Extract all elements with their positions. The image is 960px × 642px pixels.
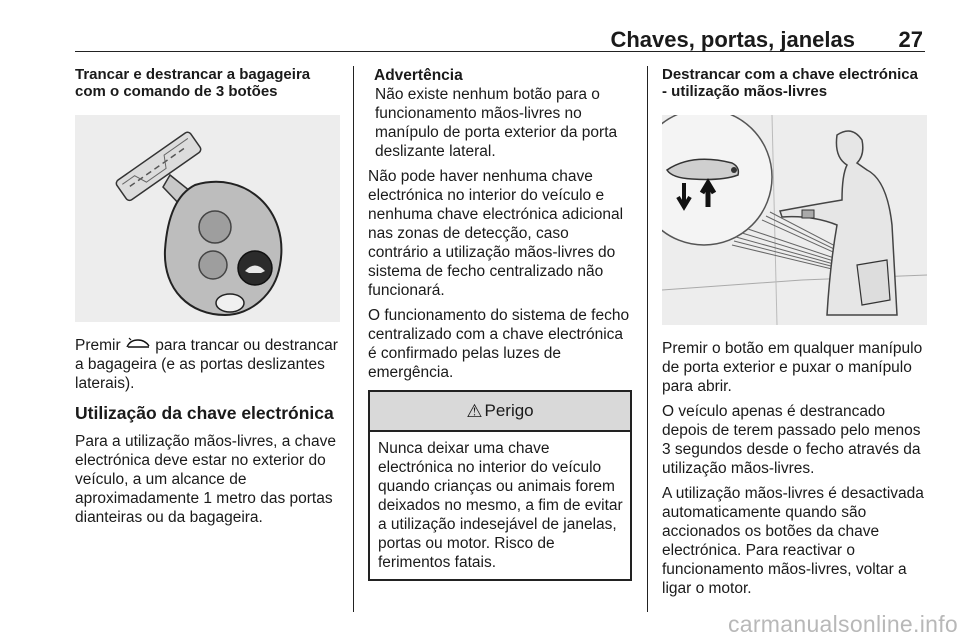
danger-box	[368, 390, 632, 581]
section-heading-handsfree: Destrancar com a chave electrónica - utilização mãos-livres	[662, 66, 918, 100]
paragraph-hazard-lights: O funcionamento do sistema de fecho centralizado com a chave electrónica é confirmado pelas luzes de emergência.	[368, 307, 630, 381]
remote-key-icon	[75, 115, 340, 322]
paragraph-unlock-delay: O veículo apenas é destrancado depois de terem passado pelo menos 3 segundos desde o fecho através da utilização mãos-livres.	[662, 403, 921, 477]
section-title-electronic-key: Utilização da chave electrónica	[75, 403, 334, 423]
trunk-open-icon	[125, 337, 151, 351]
column-divider-1	[353, 66, 354, 612]
paragraph-no-key-inside: Não pode haver nenhuma chave electrónica no interior do veículo e nenhuma chave electrónica adicional nas zonas de detecção, caso contrário a utilização mãos-livres do sistema de fecho centralizado não funcionará.	[368, 168, 624, 299]
danger-title: Perigo	[484, 401, 534, 420]
page-number: 27	[898, 27, 923, 52]
page-header	[75, 0, 925, 52]
warning-text: Não existe nenhum botão para o funcionamento mãos-livres no manípulo de porta exterior da porta deslizante lateral.	[375, 86, 618, 160]
column-left	[75, 66, 340, 527]
handsfree-illustration	[662, 115, 927, 325]
watermark: carmanualsonline.info	[727, 611, 958, 637]
handsfree-unlock-icon	[662, 115, 927, 325]
key-illustration	[75, 115, 340, 322]
warning-triangle-icon: ⚠	[466, 400, 483, 421]
electronic-key-text: Para a utilização mãos-livres, a chave electrónica deve estar no exterior do veículo, a um alcance de aproximadamente 1 metro das portas dianteiras ou da bagageira.	[75, 433, 337, 526]
trunk-instruction: Premir para trancar ou destrancar a bagageira (e as portas deslizantes laterais).	[75, 337, 338, 392]
danger-header	[370, 392, 630, 432]
warning-title: Advertência	[374, 67, 463, 84]
column-middle	[368, 66, 632, 581]
paragraph-press-handle: Premir o botão em qualquer manípulo de porta exterior e puxar o manípulo para abrir.	[662, 340, 923, 395]
section-heading-trunk: Trancar e destrancar a bagageira com o comando de 3 botões	[75, 66, 311, 100]
paragraph-handsfree-deactivated: A utilização mãos-livres é desactivada automaticamente quando são accionados os botões da chave electrónica. Para reactivar o funcionamento mãos-livres, voltar a ligar o motor.	[662, 485, 924, 597]
column-right	[662, 66, 927, 598]
page-title: Chaves, portas, janelas	[610, 27, 855, 52]
danger-text: Nunca deixar uma chave electrónica no interior do veículo quando crianças ou animais forem deixados no mesmo, a fim de evitar a utilização indesejável de janelas, portas ou motor. Risco de ferimentos fatais.	[378, 440, 623, 571]
column-divider-2	[647, 66, 648, 612]
